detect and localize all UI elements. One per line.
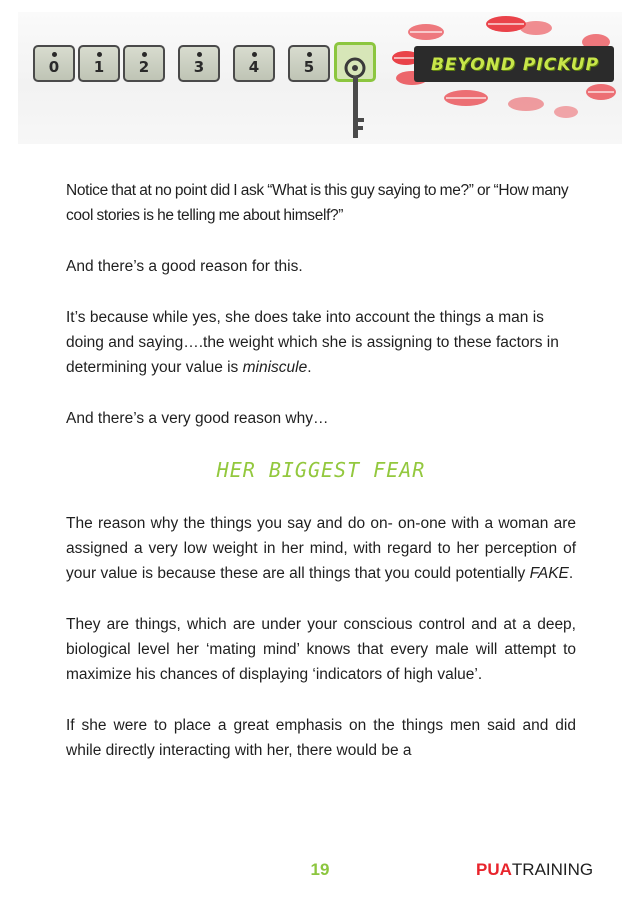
dial-4 <box>233 45 275 82</box>
dial-number: 0 <box>48 58 60 76</box>
paragraph-5 <box>66 511 576 586</box>
paragraph-5-text: The reason why the things you say and do on- on-one with a woman are assigned a very low weight in her mind, with regard to her perception of your value is because these are all things that you could potentially <box>66 515 576 582</box>
paragraph-3 <box>66 305 576 380</box>
dial-dot <box>197 52 202 57</box>
section-heading: HER BIGGEST FEAR <box>216 458 426 482</box>
paragraph-4: And there’s a very good reason why… <box>66 410 329 427</box>
paragraph-3-text: It’s because while yes, she does take into account the things a man is doing and saying….the weight which she is assigning to these factors in determining your value is <box>66 309 559 376</box>
header-banner <box>18 12 622 144</box>
brand-accent: PUA <box>476 860 512 879</box>
dial-number: 3 <box>193 58 205 76</box>
dial-dot <box>97 52 102 57</box>
dial-number: 5 <box>303 58 315 76</box>
page-number: 19 <box>310 860 330 879</box>
paragraph-1: Notice that at no point did I ask “What is this guy saying to me?” or “How many cool stories is he telling me about himself?” <box>66 182 569 224</box>
dial-0 <box>33 45 75 82</box>
brand-footer <box>476 860 593 880</box>
paragraph-2: And there’s a good reason for this. <box>66 258 303 275</box>
dial-number: 4 <box>248 58 260 76</box>
logo-text: BEYOND PICKUP <box>430 55 600 75</box>
emphasis-fake: FAKE <box>529 565 569 582</box>
dial-dot <box>52 52 57 57</box>
article-body <box>66 178 576 789</box>
dial-dot <box>307 52 312 57</box>
dial-5 <box>288 45 330 82</box>
dial-number: 1 <box>93 58 105 76</box>
dial-number: 2 <box>138 58 150 76</box>
dial-2 <box>123 45 165 82</box>
paragraph-6: They are things, which are under your conscious control and at a deep, biological level her ‘mating mind’ knows that every male will attempt to maximize his chances of displaying ‘indicators of high value’. <box>66 616 576 683</box>
dial-1 <box>78 45 120 82</box>
dial-3 <box>178 45 220 82</box>
key-icon <box>334 48 376 148</box>
paragraph-3-end: . <box>307 359 312 376</box>
paragraph-7: If she were to place a great emphasis on the things men said and did while directly interacting with her, there would be a <box>66 717 576 759</box>
dial-dot <box>252 52 257 57</box>
emphasis-miniscule: miniscule <box>242 359 308 376</box>
paragraph-5-end: . <box>568 565 574 582</box>
brand-rest: TRAINING <box>511 860 594 879</box>
dial-dot <box>142 52 147 57</box>
